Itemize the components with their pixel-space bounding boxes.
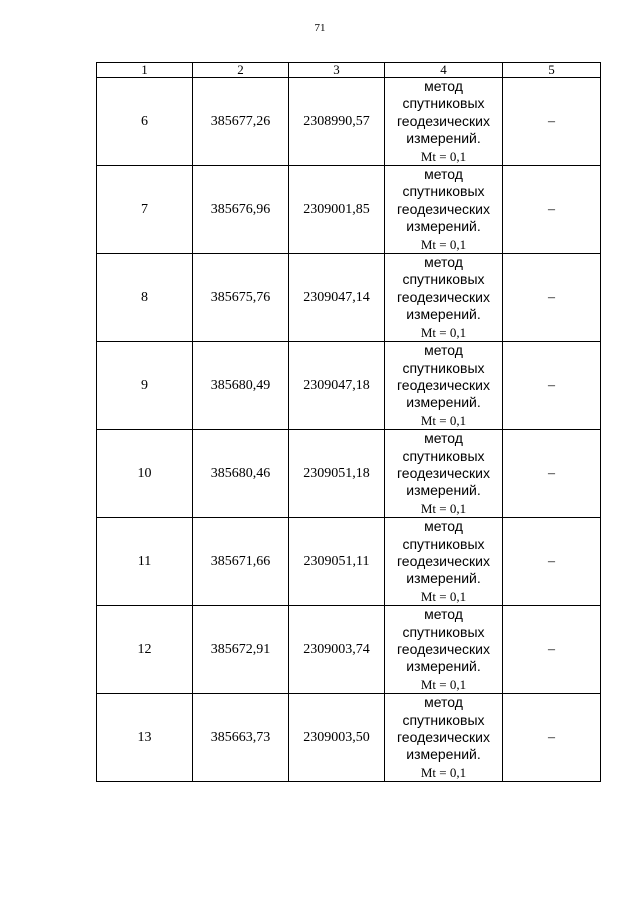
accuracy-value: Mt = 0,1: [420, 500, 467, 516]
method-text-line: измерений.: [406, 570, 481, 587]
method-text-line: измерений.: [406, 658, 481, 675]
method-text-line: геодезических: [397, 641, 490, 657]
y-coordinate-cell: 2309051,18: [289, 430, 385, 518]
method-text-line: метод: [424, 342, 463, 359]
x-coordinate-cell: 385680,46: [193, 430, 289, 518]
column-5-cell: –: [503, 606, 601, 694]
accuracy-value: Mt = 0,1: [420, 236, 467, 252]
accuracy-value: Mt = 0,1: [420, 412, 467, 428]
method-text-line: метод: [424, 254, 463, 271]
table-row: [97, 254, 601, 342]
table-row: [97, 694, 601, 782]
table-row: [97, 518, 601, 606]
table-row: [97, 166, 601, 254]
y-coordinate-cell: 2309047,18: [289, 342, 385, 430]
column-5-cell: –: [503, 78, 601, 166]
table-row: [97, 342, 601, 430]
method-text-line: геодезических: [397, 112, 490, 129]
point-number-cell: 13: [97, 694, 193, 782]
point-number-cell: 11: [97, 518, 193, 606]
method-text-line: спутниковых: [402, 447, 485, 464]
table-row: [97, 78, 601, 166]
method-text-line: измерений.: [406, 394, 481, 411]
y-coordinate-cell: 2309001,85: [289, 166, 385, 254]
method-text-line: измерений.: [406, 746, 481, 763]
accuracy-value: Mt = 0,1: [420, 588, 467, 604]
point-number-cell: 6: [97, 78, 193, 166]
point-number-cell: 12: [97, 606, 193, 694]
column-5-cell: –: [503, 254, 601, 342]
method-text-line: спутниковых: [402, 711, 485, 728]
y-coordinate-cell: 2309003,50: [289, 694, 385, 782]
table-row: [97, 430, 601, 518]
method-text-line: геодезических: [397, 729, 490, 746]
point-number-cell: 7: [97, 166, 193, 254]
method-text-line: спутниковых: [402, 271, 485, 288]
method-text-line: спутниковых: [402, 359, 485, 376]
column-header-4: 4: [385, 63, 503, 78]
accuracy-value: Mt = 0,1: [420, 764, 467, 780]
method-text-line: спутниковых: [402, 95, 485, 112]
method-text-line: метод: [424, 606, 463, 623]
column-5-cell: –: [503, 694, 601, 782]
method-cell: [385, 606, 503, 694]
x-coordinate-cell: 385672,91: [193, 606, 289, 694]
method-text-line: метод: [424, 166, 463, 183]
point-number-cell: 9: [97, 342, 193, 430]
method-text-line: геодезических: [397, 552, 490, 569]
method-text-line: измерений.: [406, 130, 481, 147]
x-coordinate-cell: 385677,26: [193, 78, 289, 166]
column-5-cell: –: [503, 518, 601, 606]
method-cell: [385, 694, 503, 782]
method-cell: [385, 430, 503, 518]
page-number: 71: [314, 22, 326, 34]
x-coordinate-cell: 385671,66: [193, 518, 289, 606]
column-5-cell: –: [503, 166, 601, 254]
method-cell: [385, 78, 503, 166]
x-coordinate-cell: 385676,96: [193, 166, 289, 254]
method-cell: [385, 342, 503, 430]
y-coordinate-cell: 2309003,74: [289, 606, 385, 694]
method-text-line: геодезических: [397, 200, 490, 217]
column-header-1: 1: [97, 63, 193, 78]
y-coordinate-cell: 2308990,57: [289, 78, 385, 166]
method-text-line: спутниковых: [402, 183, 485, 200]
method-text-line: спутниковых: [402, 623, 485, 640]
y-coordinate-cell: 2309047,14: [289, 254, 385, 342]
accuracy-value: Mt = 0,1: [420, 676, 467, 692]
method-cell: [385, 166, 503, 254]
method-text-line: измерений.: [406, 482, 481, 499]
method-text-line: геодезических: [397, 464, 490, 481]
column-header-5: 5: [503, 63, 601, 78]
point-number-cell: 10: [97, 430, 193, 518]
method-text-line: метод: [424, 78, 463, 94]
method-text-line: геодезических: [397, 376, 490, 393]
table-row: [97, 606, 601, 694]
method-text-line: измерений.: [406, 218, 481, 235]
method-text-line: геодезических: [397, 288, 490, 305]
method-text-line: метод: [424, 430, 463, 447]
accuracy-value: Mt = 0,1: [420, 324, 467, 340]
x-coordinate-cell: 385663,73: [193, 694, 289, 782]
column-5-cell: –: [503, 430, 601, 518]
method-text-line: метод: [424, 518, 463, 535]
method-text-line: спутниковых: [402, 535, 485, 552]
point-number-cell: 8: [97, 254, 193, 342]
coordinates-table: [96, 62, 601, 782]
y-coordinate-cell: 2309051,11: [289, 518, 385, 606]
method-cell: [385, 518, 503, 606]
table-header-row: [97, 63, 601, 78]
x-coordinate-cell: 385680,49: [193, 342, 289, 430]
column-header-2: 2: [193, 63, 289, 78]
column-header-3: 3: [289, 63, 385, 78]
method-cell: [385, 254, 503, 342]
method-text-line: измерений.: [406, 306, 481, 323]
method-text-line: метод: [424, 694, 463, 711]
column-5-cell: –: [503, 342, 601, 430]
accuracy-value: Mt = 0,1: [420, 148, 467, 164]
x-coordinate-cell: 385675,76: [193, 254, 289, 342]
